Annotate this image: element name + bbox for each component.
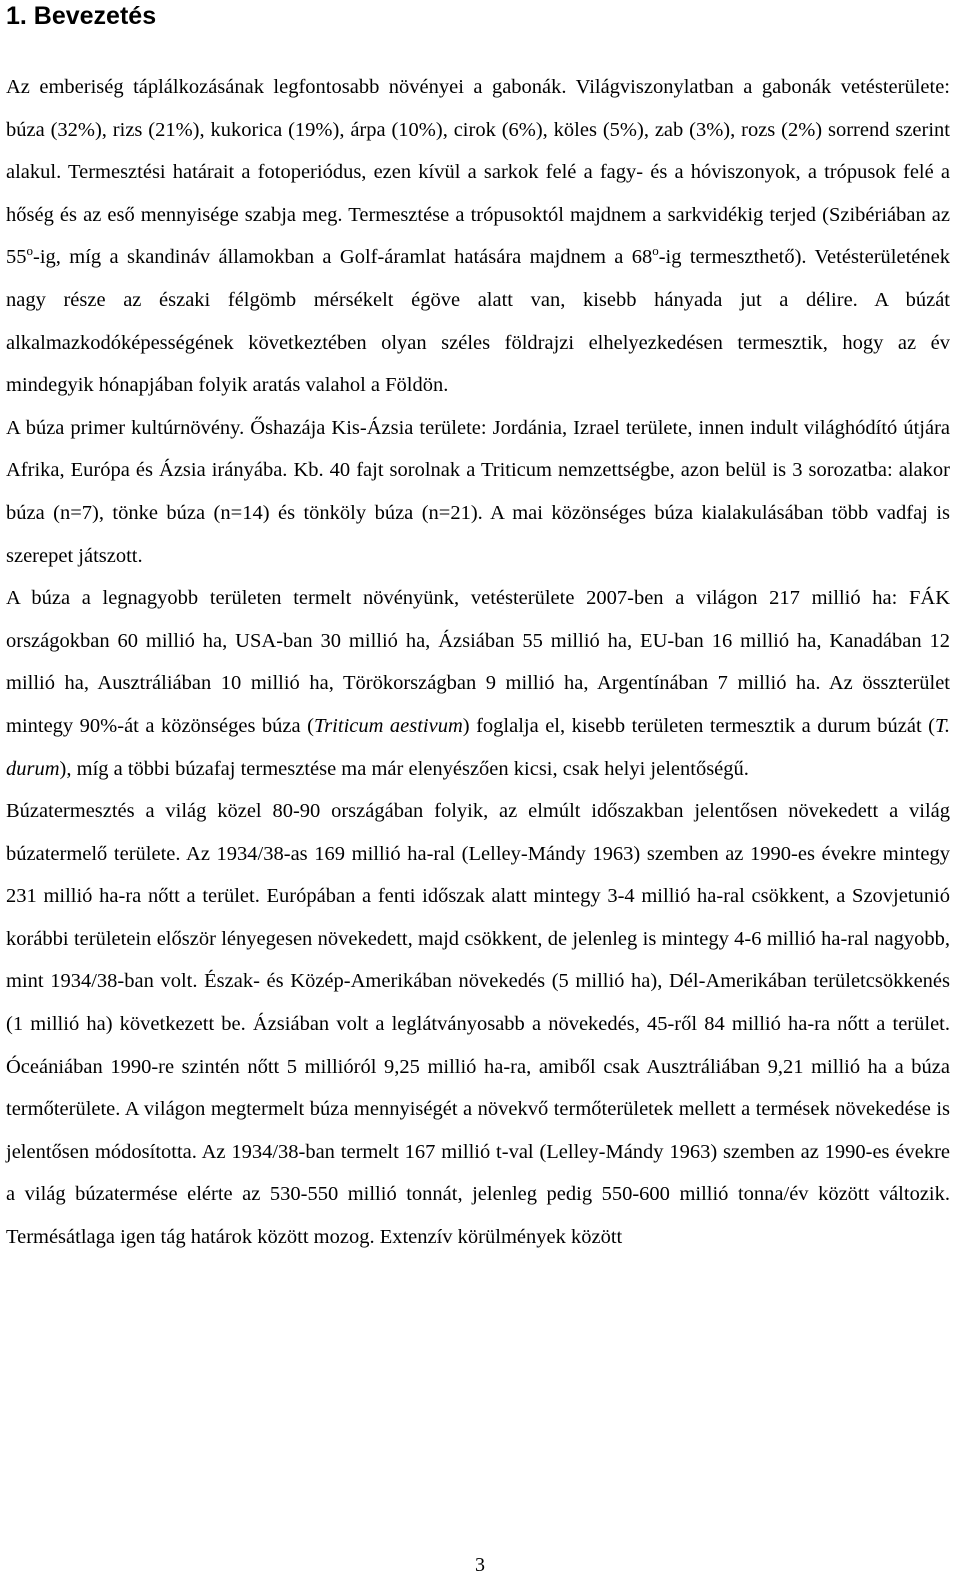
document-page — [6, 0, 950, 1259]
text-run: A búza a legnagyobb területen termelt növényünk, vetésterülete 2007-ben a világon 217 millió ha: FÁK országokban 60 millió ha, USA-ban 30 millió ha, Ázsiában 55 millió ha, EU-ban 16 millió ha, Kanadában 12 millió ha, Ausztráliában 10 millió ha, Törökországban 9 millió ha, Argentínában 7 millió ha. Az összterület mintegy 90%-át a közönséges búza ( — [6, 587, 950, 737]
text-run: ), míg a többi búzafaj termesztése ma már elenyészően kicsi, csak helyi jelentőségű. — [59, 757, 749, 780]
paragraph-area — [6, 577, 950, 790]
paragraph-trends — [6, 790, 950, 1259]
text-run: A búza primer kultúrnövény. Őshazája Kis-Ázsia területe: Jordánia, Izrael területe, innen indult világhódító útjára Afrika, Európa és Ázsia irányába. Kb. 40 fajt sorolnak a Triticum nemzettségbe, azon belül is 3 sorozatba: alakor búza (n=7), tönke búza (n=14) és tönköly búza (n=21). A mai közönséges búza kialakulásában több vadfaj is szerepet játszott. — [6, 416, 950, 567]
text-run: Búzatermesztés a világ közel 80-90 országában folyik, az elmúlt időszakban jelentősen növekedett a világ búzatermelő területe. Az 1934/38-as 169 millió ha-ral (Lelley-Mándy 1963) szemben az 1990-es évekre mintegy 231 millió ha-ra nőtt a terület. Európában a fenti időszak alatt mintegy 3-4 millió ha-ral csökkent, a Szovjetunió korábbi területein először lényegesen növekedett, majd csökkent, de jelenleg is mintegy 4-6 millió ha-ral nagyobb, mint 1934/38-ban volt. Észak- és Közép-Amerikában növekedés (5 millió ha), Dél-Amerikában területcsökkenés (1 millió ha) következett be. Ázsiában volt a leglátványosabb a növekedés, 45-ről 84 millió ha-ra nőtt a terület. Óceániában 1990-re szintén nőtt 5 millióról 9,25 millió ha-ra, amiből csak Ausztráliában 9,21 millió ha a búza termőterülete. A világon megtermelt búza mennyiségét a növekvő termőterületek mellett a termések növekedése is jelentősen módosította. Az 1934/38-ban termelt 167 millió t-val (Lelley-Mándy 1963) szemben az 1990-es évekre a világ búzatermése elérte az 530-550 millió tonnát, jelenleg pedig 550-600 millió tonna/év között változik. Termésátlaga igen tág határok között mozog. Extenzív körülmények között — [6, 800, 950, 1249]
text-run: -ig, míg a skandináv államokban a Golf-áramlat hatására majdnem a 68 — [33, 246, 653, 269]
degree-superscript: o — [652, 243, 659, 259]
paragraph-origin — [6, 407, 950, 577]
degree-superscript: o — [26, 243, 33, 259]
section-heading: 1. Bevezetés — [6, 2, 157, 30]
text-run: ) foglalja el, kisebb területen termesztik a durum búzát ( — [462, 714, 935, 737]
text-run: Az emberiség táplálkozásának legfontosabb növényei a gabonák. Világviszonylatban a gabonák vetésterülete: búza (32%), rizs (21%), kukorica (19%), árpa (10%), cirok (6%), köles (5%), zab (3%), rozs (2%) sorrend szerint alakul. Termesztési határait a fotoperiódus, ezen kívül a sarkok felé a fagy- és a hóviszonyok, a trópusok felé a hőség és az eső mennyisége szabja meg. Termesztése a trópusoktól majdnem a sarkvidékig terjed (Szibériában az 55 — [6, 76, 950, 269]
species-name: Triticum aestivum — [313, 714, 463, 737]
species-name: T. durum — [6, 714, 950, 780]
text-run: -ig termeszthető). Vetésterületének nagy része az északi félgömb mérsékelt égöve alatt van, kisebb hányada jut a délire. A búzát alkalmazkodóképességének következtében olyan széles földrajzi elhelyezkedésen termesztik, hogy az év mindegyik hónapjában folyik aratás valahol a Földön. — [6, 246, 950, 397]
body-text — [6, 66, 950, 1259]
paragraph-intro — [6, 66, 950, 407]
page-number: 3 — [475, 1554, 485, 1576]
